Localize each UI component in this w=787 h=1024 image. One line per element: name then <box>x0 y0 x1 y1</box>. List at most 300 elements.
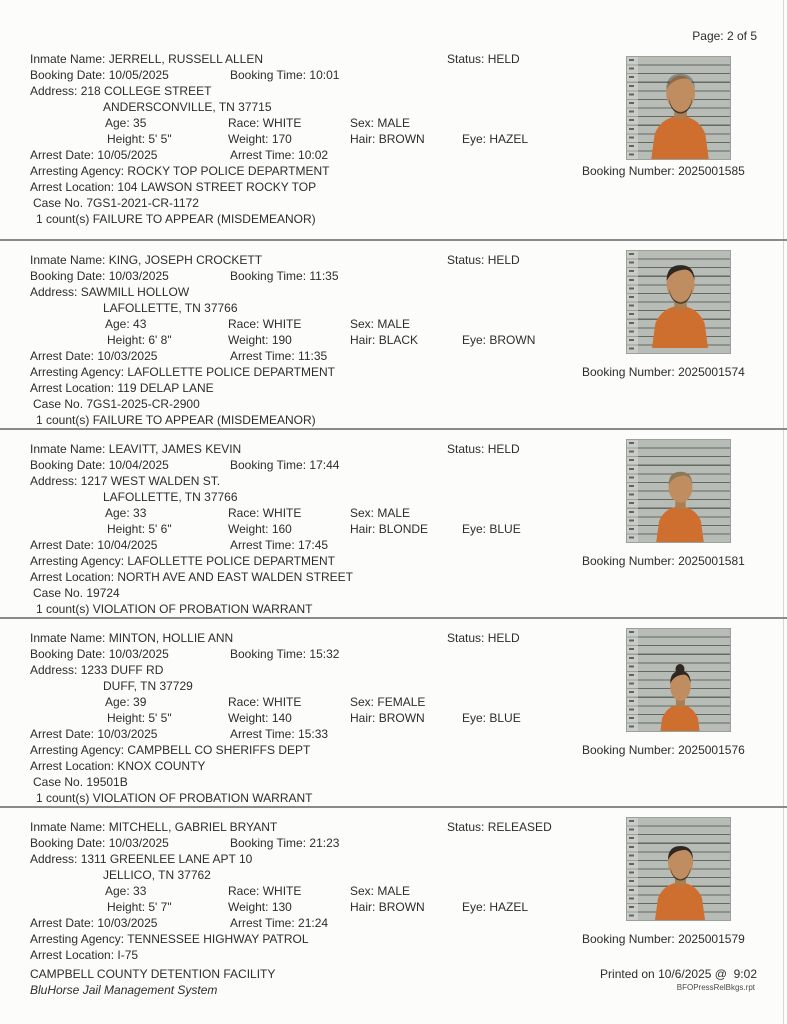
height-value: 5' 5" <box>148 132 172 146</box>
status-label: Status: <box>447 442 485 456</box>
status-value: HELD <box>487 442 520 456</box>
arrest-time-value: 21:24 <box>298 916 329 930</box>
age <box>105 883 146 899</box>
arrest-location-value: I-75 <box>117 948 139 962</box>
inmate-name-value: MINTON, HOLLIE ANN <box>108 631 234 645</box>
case-row <box>0 396 787 412</box>
address-label: Address: <box>30 474 78 488</box>
booking-time-value: 15:32 <box>309 647 340 661</box>
arrest-time <box>230 147 328 163</box>
booking-date <box>30 67 169 83</box>
address-city-value: LAFOLLETTE, TN 37766 <box>103 301 238 315</box>
person-silhouette-icon <box>627 57 730 159</box>
height <box>107 521 172 537</box>
address <box>30 83 211 99</box>
height-value: 5' 6" <box>148 522 172 536</box>
location-row <box>0 179 787 195</box>
booking-date-label: Booking Date: <box>30 836 106 850</box>
arresting-agency-value: LAFOLLETTE POLICE DEPARTMENT <box>127 365 336 379</box>
booking-date <box>30 835 169 851</box>
booking-date-value: 10/03/2025 <box>108 269 169 283</box>
booking-time-value: 17:44 <box>309 458 340 472</box>
arresting-agency <box>30 364 335 380</box>
booking-date-label: Booking Date: <box>30 458 106 472</box>
booking-number-value: 2025001576 <box>678 743 745 757</box>
age-value: 39 <box>133 695 147 709</box>
arresting-agency-value: TENNESSEE HIGHWAY PATROL <box>127 932 309 946</box>
age <box>105 694 146 710</box>
charge-value: 1 count(s) FAILURE TO APPEAR (MISDEMEANOR) <box>36 212 316 226</box>
person-silhouette-icon <box>627 629 730 731</box>
eye <box>462 710 521 726</box>
arresting-agency-label: Arresting Agency: <box>30 164 125 178</box>
arrest-date-label: Arrest Date: <box>30 916 95 930</box>
arrest-time-label: Arrest Time: <box>230 538 295 552</box>
inmate-name-value: KING, JOSEPH CROCKETT <box>108 253 263 267</box>
age-value: 33 <box>133 506 147 520</box>
height-label: Height: <box>107 132 146 146</box>
booking-time-label: Booking Time: <box>230 647 307 661</box>
inmate-name <box>30 51 263 67</box>
arrest-date <box>30 348 157 364</box>
sex-label: Sex: <box>350 506 375 520</box>
charge-value: 1 count(s) FAILURE TO APPEAR (MISDEMEANOR) <box>36 413 316 427</box>
race-value: WHITE <box>262 317 302 331</box>
booking-date-value: 10/03/2025 <box>108 836 169 850</box>
arrest-location-value: NORTH AVE AND EAST WALDEN STREET <box>117 570 353 584</box>
status-label: Status: <box>447 52 485 66</box>
arrest-location-value: 104 LAWSON STREET ROCKY TOP <box>117 180 317 194</box>
case-row <box>0 195 787 211</box>
mugshot-photo <box>627 440 730 542</box>
hair-value: BLONDE <box>378 522 429 536</box>
arrest-time <box>230 537 328 553</box>
age <box>105 115 146 131</box>
address-value: SAWMILL HOLLOW <box>80 285 190 299</box>
race-label: Race: <box>228 506 260 520</box>
arrest-date-label: Arrest Date: <box>30 538 95 552</box>
address <box>30 851 252 867</box>
eye <box>462 521 521 537</box>
race <box>228 505 301 521</box>
charge-value: 1 count(s) VIOLATION OF PROBATION WARRANT <box>36 791 313 805</box>
address-city-value: DUFF, TN 37729 <box>103 679 193 693</box>
arrest-location-label: Arrest Location: <box>30 948 115 962</box>
status <box>447 441 520 457</box>
hair-label: Hair: <box>350 132 376 146</box>
address-value: 1233 DUFF RD <box>80 663 164 677</box>
arrest-date-value: 10/03/2025 <box>97 727 158 741</box>
booking-time <box>230 646 339 662</box>
arrest-time <box>230 915 328 931</box>
booking-date <box>30 268 169 284</box>
case-row <box>0 774 787 790</box>
age-label: Age: <box>105 506 130 520</box>
eye-value: HAZEL <box>489 900 529 914</box>
inmate-name-label: Inmate Name: <box>30 631 106 645</box>
weight-label: Weight: <box>228 132 269 146</box>
height-value: 5' 7" <box>148 900 172 914</box>
charge-value: 1 count(s) VIOLATION OF PROBATION WARRANT <box>36 602 313 616</box>
race-value: WHITE <box>262 506 302 520</box>
eye-value: HAZEL <box>489 132 529 146</box>
booking-number-value: 2025001581 <box>678 554 745 568</box>
sex <box>350 115 410 131</box>
eye-label: Eye: <box>462 900 487 914</box>
status-label: Status: <box>447 253 485 267</box>
arrest-date <box>30 537 157 553</box>
location-row <box>0 947 787 963</box>
arrest-time-value: 10:02 <box>298 148 329 162</box>
booking-date <box>30 457 169 473</box>
agency-row <box>0 931 787 947</box>
booking-number <box>582 553 745 569</box>
sex-label: Sex: <box>350 884 375 898</box>
height-label: Height: <box>107 711 146 725</box>
agency-row <box>0 364 787 380</box>
arresting-agency-label: Arresting Agency: <box>30 743 125 757</box>
arrest-location-label: Arrest Location: <box>30 180 115 194</box>
race-value: WHITE <box>262 116 302 130</box>
height-label: Height: <box>107 900 146 914</box>
eye-value: BLUE <box>489 522 521 536</box>
booking-number-label: Booking Number: <box>582 554 675 568</box>
race <box>228 115 301 131</box>
sex <box>350 694 425 710</box>
booking-time-value: 11:35 <box>309 269 339 283</box>
page-number: Page: 2 of 5 <box>692 29 757 43</box>
hair-value: BLACK <box>378 333 419 347</box>
booking-number-value: 2025001579 <box>678 932 745 946</box>
weight-value: 160 <box>271 522 292 536</box>
hair <box>350 521 428 537</box>
mugshot-photo <box>627 251 730 353</box>
records-list <box>0 51 787 974</box>
booking-time <box>230 268 339 284</box>
inmate-name-label: Inmate Name: <box>30 253 106 267</box>
race <box>228 316 301 332</box>
race <box>228 883 301 899</box>
race-label: Race: <box>228 116 260 130</box>
status-value: RELEASED <box>487 820 552 834</box>
booking-number-label: Booking Number: <box>582 932 675 946</box>
age-value: 43 <box>133 317 147 331</box>
booking-time-label: Booking Time: <box>230 836 307 850</box>
mugshot-photo <box>627 57 730 159</box>
sex <box>350 883 410 899</box>
address-label: Address: <box>30 285 78 299</box>
sex-value: MALE <box>377 884 411 898</box>
age <box>105 316 146 332</box>
arrest-time-label: Arrest Time: <box>230 148 295 162</box>
arrest-location-label: Arrest Location: <box>30 570 115 584</box>
location-row <box>0 380 787 396</box>
inmate-name-value: JERRELL, RUSSELL ALLEN <box>108 52 264 66</box>
race-label: Race: <box>228 695 260 709</box>
sex-label: Sex: <box>350 317 375 331</box>
hair-value: BROWN <box>378 132 425 146</box>
system-name: BluHorse Jail Management System <box>30 983 218 997</box>
status <box>447 630 520 646</box>
hair-value: BROWN <box>378 711 425 725</box>
arresting-agency-value: LAFOLLETTE POLICE DEPARTMENT <box>127 554 336 568</box>
arrest-location <box>30 758 205 774</box>
booking-time <box>230 67 339 83</box>
booking-time <box>230 457 339 473</box>
arresting-agency-value: ROCKY TOP POLICE DEPARTMENT <box>127 164 330 178</box>
facility-name: CAMPBELL COUNTY DETENTION FACILITY <box>30 967 276 981</box>
mugshot-photo <box>627 629 730 731</box>
height-label: Height: <box>107 333 146 347</box>
address-city-value: ANDERSCONVILLE, TN 37715 <box>103 100 272 114</box>
arrest-date <box>30 147 157 163</box>
eye-label: Eye: <box>462 522 487 536</box>
eye <box>462 332 535 348</box>
arrest-time <box>230 348 327 364</box>
status-value: HELD <box>487 631 520 645</box>
case-number-value: Case No. 7GS1-2021-CR-1172 <box>33 196 199 210</box>
address <box>30 473 220 489</box>
weight-label: Weight: <box>228 900 269 914</box>
height <box>107 131 172 147</box>
case-number-value: Case No. 19501B <box>33 775 128 789</box>
height-value: 5' 5" <box>148 711 172 725</box>
arrest-location-value: 119 DELAP LANE <box>117 381 214 395</box>
arresting-agency-value: CAMPBELL CO SHERIFFS DEPT <box>127 743 311 757</box>
booking-time-label: Booking Time: <box>230 458 307 472</box>
height <box>107 710 172 726</box>
address-value: 218 COLLEGE STREET <box>80 84 212 98</box>
race-value: WHITE <box>262 695 302 709</box>
weight-value: 190 <box>271 333 292 347</box>
weight-value: 130 <box>271 900 292 914</box>
charge-row <box>0 601 787 617</box>
hair-label: Hair: <box>350 711 376 725</box>
location-row <box>0 758 787 774</box>
arrest-location <box>30 569 353 585</box>
sex-label: Sex: <box>350 116 375 130</box>
booking-date-value: 10/05/2025 <box>108 68 169 82</box>
booking-number-label: Booking Number: <box>582 164 675 178</box>
arresting-agency-label: Arresting Agency: <box>30 365 125 379</box>
sex-value: MALE <box>377 116 411 130</box>
hair <box>350 899 425 915</box>
address-city-value: JELLICO, TN 37762 <box>103 868 211 882</box>
case-number-value: Case No. 19724 <box>33 586 120 600</box>
booking-time-label: Booking Time: <box>230 68 307 82</box>
location-row <box>0 569 787 585</box>
arrest-location-value: KNOX COUNTY <box>117 759 206 773</box>
arresting-agency <box>30 931 309 947</box>
hair-label: Hair: <box>350 900 376 914</box>
sex-value: MALE <box>377 317 411 331</box>
weight <box>228 521 292 537</box>
race-label: Race: <box>228 884 260 898</box>
arrest-time-label: Arrest Time: <box>230 349 295 363</box>
hair <box>350 332 418 348</box>
arrest-time-label: Arrest Time: <box>230 916 295 930</box>
arrest-date-value: 10/05/2025 <box>97 148 158 162</box>
arrest-time-value: 11:35 <box>298 349 328 363</box>
age-label: Age: <box>105 884 130 898</box>
eye-label: Eye: <box>462 711 487 725</box>
arrest-location-label: Arrest Location: <box>30 759 115 773</box>
arrest-location <box>30 380 214 396</box>
address-label: Address: <box>30 84 78 98</box>
weight-label: Weight: <box>228 522 269 536</box>
age-label: Age: <box>105 116 130 130</box>
sex-value: FEMALE <box>377 695 426 709</box>
agency-row <box>0 163 787 179</box>
eye <box>462 131 528 147</box>
height <box>107 899 172 915</box>
eye <box>462 899 528 915</box>
agency-row <box>0 553 787 569</box>
charge-row <box>0 211 787 227</box>
inmate-record <box>0 239 787 428</box>
sex-value: MALE <box>377 506 411 520</box>
race <box>228 694 301 710</box>
arrest-date <box>30 726 157 742</box>
age-value: 35 <box>133 116 147 130</box>
booking-number <box>582 163 745 179</box>
booking-number-value: 2025001574 <box>678 365 745 379</box>
inmate-name-value: LEAVITT, JAMES KEVIN <box>108 442 242 456</box>
status-label: Status: <box>447 820 485 834</box>
arrest-time-value: 17:45 <box>298 538 329 552</box>
person-silhouette-icon <box>627 251 730 353</box>
booking-time-value: 10:01 <box>309 68 340 82</box>
booking-date-label: Booking Date: <box>30 68 106 82</box>
status <box>447 819 552 835</box>
height-value: 6' 8" <box>148 333 172 347</box>
booking-date <box>30 646 169 662</box>
weight <box>228 332 292 348</box>
booking-number-label: Booking Number: <box>582 365 675 379</box>
arrest-date-value: 10/04/2025 <box>97 538 158 552</box>
address-label: Address: <box>30 852 78 866</box>
booking-date-value: 10/04/2025 <box>108 458 169 472</box>
hair-value: BROWN <box>378 900 425 914</box>
arrest-location-label: Arrest Location: <box>30 381 115 395</box>
inmate-record <box>0 428 787 617</box>
arrest-location <box>30 179 316 195</box>
mugshot-photo <box>627 818 730 920</box>
booking-number-value: 2025001585 <box>678 164 745 178</box>
sex-label: Sex: <box>350 695 375 709</box>
sex <box>350 505 410 521</box>
weight-label: Weight: <box>228 711 269 725</box>
arresting-agency-label: Arresting Agency: <box>30 932 125 946</box>
eye-label: Eye: <box>462 333 487 347</box>
agency-row <box>0 742 787 758</box>
arresting-agency <box>30 553 335 569</box>
booking-number <box>582 931 745 947</box>
weight <box>228 710 292 726</box>
report-filename: BFOPressRelBkgs.rpt <box>676 983 755 992</box>
inmate-record <box>0 806 787 974</box>
inmate-record <box>0 617 787 806</box>
booking-time-value: 21:23 <box>309 836 340 850</box>
printed-timestamp: Printed on 10/6/2025 @ 9:02 <box>600 967 757 981</box>
arrest-date-label: Arrest Date: <box>30 148 95 162</box>
race-label: Race: <box>228 317 260 331</box>
arrest-time-label: Arrest Time: <box>230 727 295 741</box>
status-label: Status: <box>447 631 485 645</box>
arresting-agency-label: Arresting Agency: <box>30 554 125 568</box>
arrest-date <box>30 915 157 931</box>
booking-date-value: 10/03/2025 <box>108 647 169 661</box>
person-silhouette-icon <box>627 818 730 920</box>
booking-date-label: Booking Date: <box>30 269 106 283</box>
booking-time-label: Booking Time: <box>230 269 307 283</box>
arrest-location <box>30 947 138 963</box>
eye-label: Eye: <box>462 132 487 146</box>
address <box>30 662 163 678</box>
height-label: Height: <box>107 522 146 536</box>
hair <box>350 710 425 726</box>
eye-value: BROWN <box>489 333 536 347</box>
weight-value: 170 <box>271 132 292 146</box>
age-label: Age: <box>105 695 130 709</box>
booking-number <box>582 364 745 380</box>
booking-time <box>230 835 339 851</box>
inmate-name-label: Inmate Name: <box>30 442 106 456</box>
hair-label: Hair: <box>350 522 376 536</box>
weight <box>228 899 292 915</box>
inmate-record <box>0 51 787 239</box>
booking-date-label: Booking Date: <box>30 647 106 661</box>
case-number-value: Case No. 7GS1-2025-CR-2900 <box>33 397 200 411</box>
status <box>447 51 520 67</box>
inmate-name-label: Inmate Name: <box>30 52 106 66</box>
address-value: 1311 GREENLEE LANE APT 10 <box>80 852 253 866</box>
age-label: Age: <box>105 317 130 331</box>
person-silhouette-icon <box>627 440 730 542</box>
race-value: WHITE <box>262 884 302 898</box>
status <box>447 252 520 268</box>
arresting-agency <box>30 163 329 179</box>
weight-value: 140 <box>271 711 292 725</box>
arrest-date-label: Arrest Date: <box>30 727 95 741</box>
inmate-name <box>30 819 277 835</box>
eye-value: BLUE <box>489 711 521 725</box>
address-value: 1217 WEST WALDEN ST. <box>80 474 221 488</box>
hair-label: Hair: <box>350 333 376 347</box>
booking-number-label: Booking Number: <box>582 743 675 757</box>
charge-row <box>0 790 787 806</box>
inmate-name <box>30 630 233 646</box>
inmate-name-value: MITCHELL, GABRIEL BRYANT <box>108 820 278 834</box>
address <box>30 284 189 300</box>
address-city-value: LAFOLLETTE, TN 37766 <box>103 490 238 504</box>
arrest-date-label: Arrest Date: <box>30 349 95 363</box>
arrest-time <box>230 726 328 742</box>
hair <box>350 131 425 147</box>
arrest-time-value: 15:33 <box>298 727 329 741</box>
case-row <box>0 585 787 601</box>
weight <box>228 131 292 147</box>
age-value: 33 <box>133 884 147 898</box>
status-value: HELD <box>487 52 520 66</box>
age <box>105 505 146 521</box>
inmate-name <box>30 252 262 268</box>
status-value: HELD <box>487 253 520 267</box>
sex <box>350 316 410 332</box>
arresting-agency <box>30 742 310 758</box>
inmate-name <box>30 441 241 457</box>
inmate-name-label: Inmate Name: <box>30 820 106 834</box>
